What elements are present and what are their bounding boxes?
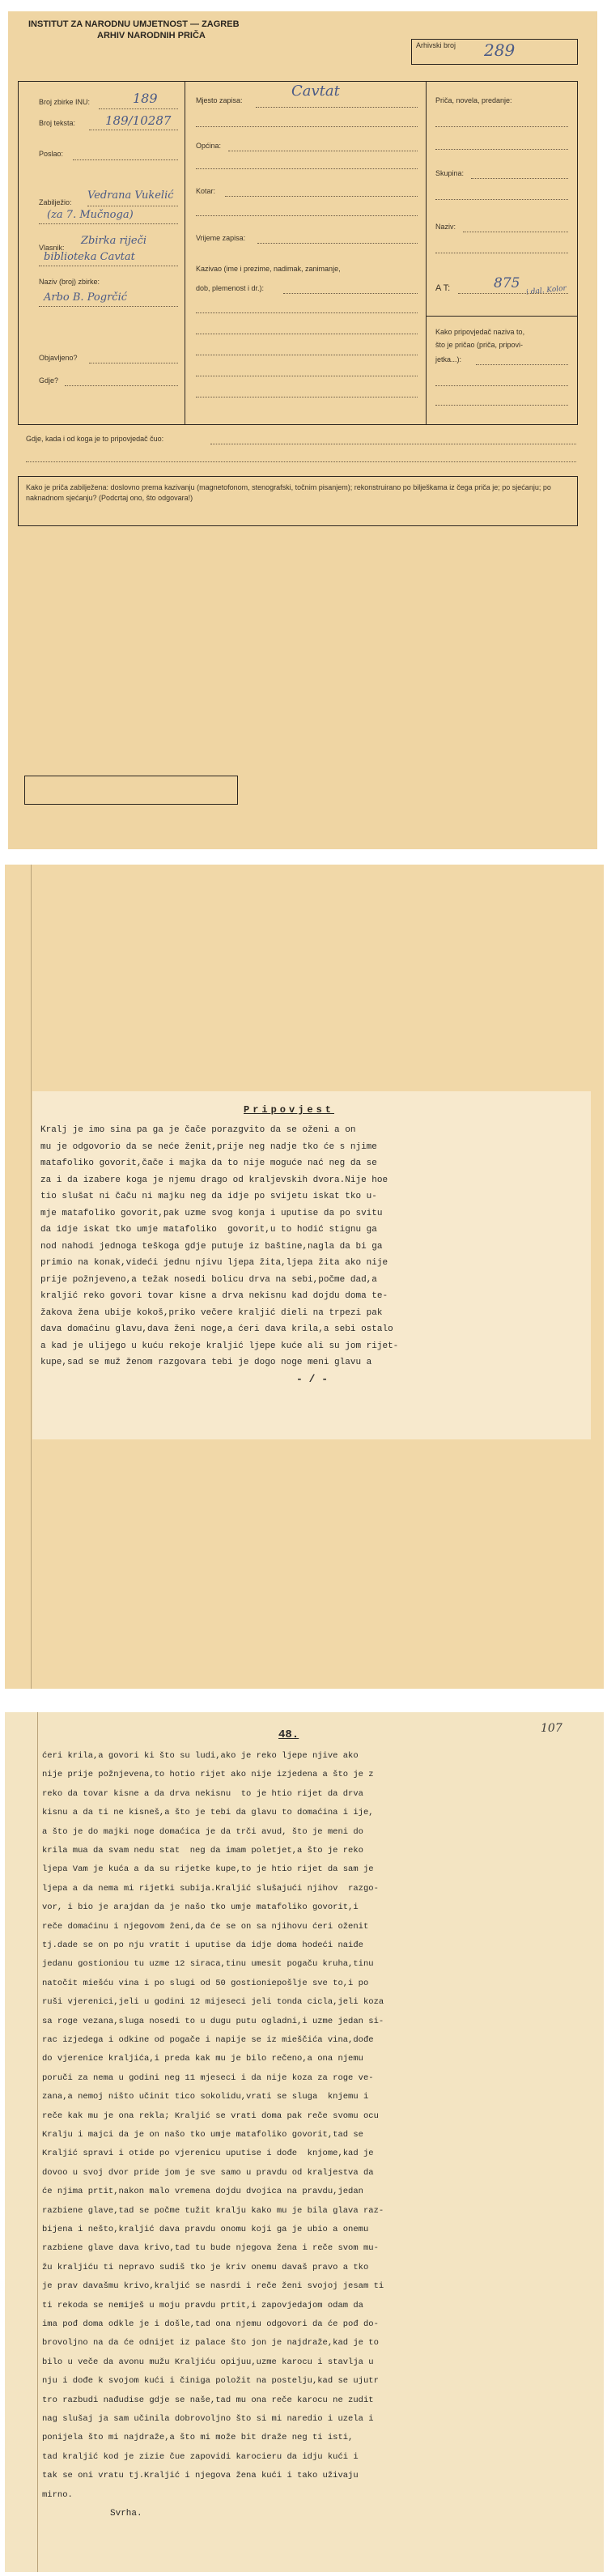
- text-line: ćeri krila,a govori ki što su ludi,ako je reko ljepe njive ako: [42, 1751, 359, 1761]
- text-line: će njima prtit,nakon malo vremena dojdu dvojica na pravdu,jedan: [42, 2187, 363, 2197]
- text-line: matafoliko govorit,čače i majka da to nije moguće nać neg da se: [40, 1158, 377, 1168]
- text-line: do vjerenice kraljića,i preda kak mu je bilo rečeno,a ona njemu: [42, 2054, 363, 2064]
- text-line: tj.dade se on po nju vratit i uputise da idje doma hodeći naiđe: [42, 1941, 363, 1950]
- margin-line: [31, 865, 32, 1689]
- text-line: brovoljno na da će odnijet iz palace što jon je najdraže,kad je to: [42, 2338, 379, 2349]
- text-line: tro razbudi nađudise gdje se naše,tad mu ona reče karocu ne zudit: [42, 2395, 374, 2405]
- text-line: a što je do majki noge domaćica je da trči avud, što je meni do: [42, 1826, 363, 1837]
- narrator-label-1: Kazivao (ime i prezime, nadimak, zanimanje,: [196, 265, 341, 273]
- text-line: ljepa a da nema mi rijetki subija.Kraljić slušajući njihov razgo-: [42, 1883, 379, 1894]
- place-label: Mjesto zapisa:: [196, 96, 243, 104]
- text-line: natočit miešću vina i po slugi od 50 gostioniepošlje sve to,i po: [42, 1978, 369, 1988]
- archive-number-label: Arhivski broj: [416, 41, 456, 49]
- dotted-line: [196, 312, 418, 313]
- text-line: je prav davašmu krivo,kraljić se nasrdi i reče ženi svojoj jesam ti: [42, 2281, 384, 2292]
- municipality-label: Općina:: [196, 142, 222, 150]
- how-called-label-1: Kako pripovjedač naziva to,: [435, 328, 525, 336]
- dotted-line: [196, 126, 418, 127]
- dotted-line: [476, 364, 568, 365]
- text-line: nije prije požnjevena,to hotio rijet ako nije izjedena a što je z: [42, 1770, 374, 1780]
- text-line: prije požnjeveno,a težak nosedi bolicu drva na sebi,počme dad,a: [40, 1274, 377, 1285]
- collection-name-label: Naziv (broj) zbirke:: [39, 278, 100, 286]
- text-line: nag slušaj ja sam učinila dobrovoljno što si mi naredio i uzela i: [42, 2414, 374, 2424]
- dotted-line: [196, 215, 418, 216]
- text-line: primio na konak,videći jednu njivu ljepa žita,ljepa žita ako nije: [40, 1258, 388, 1268]
- text-line: mirno.: [42, 2489, 73, 2500]
- text-line: kupe,sad se muž ženom razgovara tebi je dogo noge meni glavu a: [40, 1358, 372, 1367]
- sender-label: Poslao:: [39, 150, 64, 158]
- dotted-line: [73, 159, 178, 160]
- dotted-line: [39, 223, 178, 224]
- archive-name: ARHIV NARODNIH PRIČA: [97, 31, 206, 40]
- dotted-line: [26, 461, 576, 462]
- page-number: 48.: [278, 1728, 299, 1741]
- recorder-label: Zabilježio:: [39, 198, 72, 206]
- bottom-empty-box: [24, 776, 238, 805]
- dotted-line: [256, 107, 418, 108]
- text-line: kraljić reko govori tovar kisne a drva nekisnu kad dojdu doma te-: [40, 1291, 388, 1301]
- text-line: rac izjedega i odkine od pogače i napije se iz mieščića vina,dođe: [42, 2035, 374, 2045]
- story-title: Pripovjest: [244, 1104, 335, 1116]
- text-line: bilo u veče da avonu mužu Kraljiću opijuu,uzme karocu i stavlja u: [42, 2357, 374, 2367]
- dotted-line: [39, 306, 178, 307]
- dotted-line: [283, 293, 418, 294]
- text-line: da idje iskat tko umje matafoliko govorit,u to hodić stignu ga: [40, 1225, 377, 1235]
- text-line: a kad je ulijego u kuću rekoje kraljić ljepe kuće ali su jom rijet-: [40, 1341, 399, 1351]
- published-label: Objavljeno?: [39, 354, 78, 362]
- owner-value-2: biblioteka Cavtat: [44, 251, 135, 263]
- dotted-line: [65, 385, 178, 386]
- text-line: vor, i bio je arajdan da je našo tko umje matafoliko govorit,i: [42, 1902, 359, 1913]
- dotted-line: [435, 149, 568, 150]
- text-line: Kralj je imo sina pa ga je čače porazgvito da se oženi a on: [40, 1125, 356, 1135]
- text-line: ponijela što mi najdraže,a što mi može bit draže neg ti isti,: [42, 2433, 354, 2443]
- method-note: Kako je priča zabilježena: doslovno prema kazivanju (magnetofonom, stenografski, točnim pisanjem); rekonstruirano po bilješkama iz čega priča je; po sjećanju; po naknadnom sjećanju? (Podcrtaj ono, što odgovara!): [26, 483, 551, 502]
- collection-number-label: Broj zbirke INU:: [39, 98, 91, 106]
- text-line: žakova žena ubije kokoš,priko večere kraljić dieli na trpezi pak: [40, 1307, 383, 1318]
- dotted-line: [471, 178, 568, 179]
- grid-divider: [426, 81, 427, 424]
- time-label: Vrijeme zapisa:: [196, 234, 246, 242]
- owner-value-1: Zbirka riječi: [81, 235, 147, 247]
- district-label: Kotar:: [196, 187, 216, 195]
- text-line: ljepa Vam je kuća a da su rijetke kupe,to je htio rijet da sam je: [42, 1864, 374, 1875]
- group-label: Skupina:: [435, 169, 465, 177]
- text-line: zana,a nemoj ništo učinit tico sokolidu,vrati se sluga knjemu i: [42, 2092, 369, 2102]
- text-line: tad kraljić kod je zizie čue zapovidi karocieru da idju kući i: [42, 2451, 359, 2462]
- how-called-label-3: jetka...):: [435, 355, 462, 363]
- collection-name-value: Arbo B. Pogrčić: [44, 291, 128, 304]
- recorder-value-1: Vedrana Vukelić: [87, 189, 174, 202]
- margin-line: [37, 1712, 38, 2572]
- end-mark: - / -: [296, 1373, 329, 1385]
- text-line: dava domaćinu glavu,dava ženi noge,a ćeri dava krila,a sebi ostalo: [40, 1324, 393, 1334]
- text-line: krila mua da svam nedu stat neg da imam poletjet,a što je reko: [42, 1846, 363, 1855]
- grid-divider: [426, 316, 577, 317]
- text-line: mje matafoliko govorit,pak uzme svog konja i uputise da po svitu: [40, 1208, 383, 1218]
- text-line: ruši vjerenici,jeli u godini 12 mijeseci jeli tonda cicla,jeli koza: [42, 1997, 384, 2008]
- dotted-line: [435, 385, 568, 386]
- typed-page-1: [5, 865, 604, 1689]
- text-line: mu je odgovorio da se neće ženit,prije neg nadje tko će s njime: [40, 1141, 377, 1152]
- text-line: tak se oni vratu tj.Kraljić i njegova žena kući i tako uživaju: [42, 2471, 359, 2481]
- end-word: Svrha.: [110, 2509, 142, 2519]
- corner-folio: 107: [541, 1722, 562, 1735]
- text-line: razbiene glave dava krivo,tad tu bude njegova žena i reče svom mu-: [42, 2243, 379, 2254]
- collection-number-value: 189: [133, 91, 158, 106]
- text-line: jedanu gostioniou tu uzme 12 siraca,tinu umesit pogaču kruha,tinu: [42, 1959, 374, 1970]
- dotted-line: [435, 126, 568, 127]
- text-line: reko da tovar kisne a da drva nekisnu to je htio rijet da drva: [42, 1788, 363, 1799]
- text-line: žu kraljiću ti nepravo sudiš tko je kriv onemu davaš pravo a tko: [42, 2262, 369, 2272]
- text-line: nju i dođe k svojom kući i činiga položit na postelju,kad se ujutr: [42, 2376, 379, 2387]
- where-label: Gdje?: [39, 376, 59, 385]
- how-called-label-2: što je pričao (priča, pripovi-: [435, 341, 524, 349]
- at-value: 875: [494, 275, 520, 291]
- text-line: Kralju i majci da je on našo tko umje matafoliko govorit,tad se: [42, 2130, 363, 2140]
- dotted-line: [225, 196, 418, 197]
- catalogue-card: [8, 11, 597, 849]
- text-line: reče domaćinu i njegovom ženi,da će se on sa njihovu ćeri oženit: [42, 1921, 369, 1932]
- text-number-label: Broj teksta:: [39, 119, 76, 127]
- dotted-line: [196, 168, 418, 169]
- archive-number-value: 289: [484, 40, 516, 60]
- dotted-line: [458, 293, 568, 294]
- heard-where-label: Gdje, kada i od koga je to pripovjedač čuo:: [26, 435, 164, 443]
- dotted-line: [99, 108, 178, 109]
- text-line: za i da izabere koga je njemu drago od kraljevskih dvora.Nije hoe: [40, 1175, 388, 1185]
- text-number-value: 189/10287: [105, 113, 172, 128]
- story-type-label: Priča, novela, predanje:: [435, 96, 512, 104]
- text-line: dovoo u svoj dvor pride jom je sve samo u pravdu od kraljestva da: [42, 2167, 374, 2178]
- text-line: sa roge vezana,sluga nosedi to u dugu putu ogladni,i uzme jedan si-: [42, 2016, 384, 2026]
- typed-page-2: [5, 1712, 604, 2572]
- narrator-label-2: dob, plemenost i dr.):: [196, 284, 265, 292]
- text-line: poruči za nema u godini neg 11 mjeseci i da nije koza za roge ve-: [42, 2072, 374, 2083]
- recorder-value-2: (za 7. Mučnoga): [47, 209, 134, 221]
- place-value: Cavtat: [291, 83, 340, 100]
- dotted-line: [257, 243, 418, 244]
- owner-label: Vlasnik:: [39, 244, 65, 252]
- title-label: Naziv:: [435, 223, 456, 231]
- dotted-line: [435, 199, 568, 200]
- dotted-line: [435, 405, 568, 406]
- at-label: A T:: [435, 283, 451, 293]
- text-line: ti rekoda se nemiješ u moju pravdu prtit,i zapovjedajom odam da: [42, 2300, 363, 2310]
- text-line: Kraljić spravi i otide po vjerenicu uputise i dođe knjome,kad je: [42, 2149, 374, 2159]
- text-line: bijena i nešto,kraljić dava pravdu onomu koji ga je ubio a onemu: [42, 2225, 369, 2234]
- text-line: ima pođ doma odkle je i došle,tad ona njemu odgovori da će pođ do-: [42, 2319, 379, 2329]
- institute-name: INSTITUT ZA NARODNU UMJETNOST — ZAGREB: [28, 19, 240, 29]
- text-line: kisnu a da ti ne kisneš,a što je tebi da glavu to domaćina i ije,: [42, 1808, 374, 1818]
- text-line: tio slušat ni čaču ni majku neg da idje po svijetu iskat tko u-: [40, 1192, 377, 1201]
- text-line: razbiene glave,tad se počme tužit kralju kako mu je bila glava raz-: [42, 2205, 384, 2216]
- text-line: nod nahodi jednoga teškoga gdje putuje iz baštine,nagla da bi ga: [40, 1241, 383, 1252]
- at-note: i dal. Kolor: [525, 284, 567, 297]
- text-line: reče kak mu je ona rekla; Kraljić se vrati doma pak reče svomu ocu: [42, 2111, 379, 2121]
